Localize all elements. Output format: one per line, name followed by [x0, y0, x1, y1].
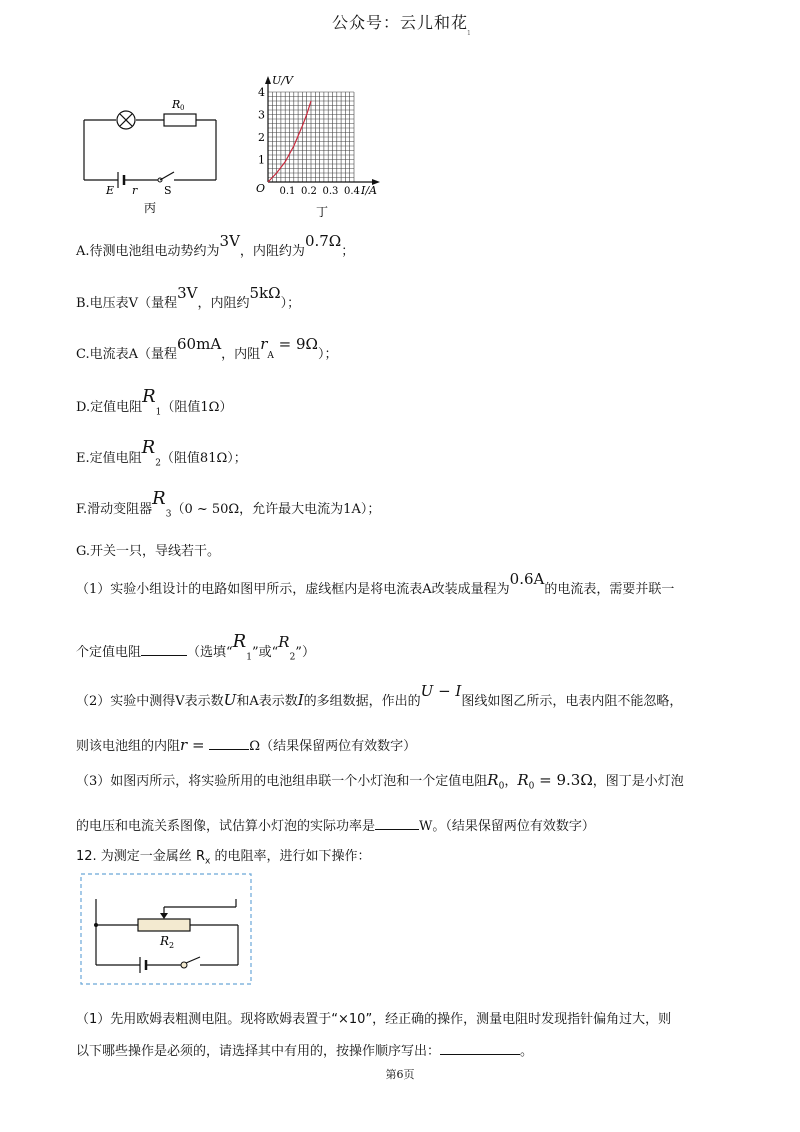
rheostat-r2 — [138, 919, 190, 931]
y-tick-label: 3 — [258, 108, 265, 122]
r2-sub: 2 — [169, 941, 175, 950]
r2-label: R — [160, 934, 170, 948]
item-c-range: 60mA — [177, 335, 222, 353]
item-e-r-sub: 2 — [155, 458, 161, 469]
battery-icon — [140, 957, 146, 973]
item-b — [76, 284, 301, 311]
q3-comma: ， — [504, 774, 518, 789]
q3-text-d: W。（结果保留两位有效数字） — [419, 819, 595, 834]
r0-sub: 0 — [180, 104, 185, 112]
circuit-figure-bing — [76, 90, 226, 220]
rheostat-circuit-figure — [80, 873, 252, 985]
q1-r2-sub: 2 — [289, 652, 296, 663]
r-label: r — [132, 184, 138, 197]
q2-eq: = — [187, 736, 210, 754]
q2-ui: U − I — [420, 682, 462, 700]
q2-text-d: 图线如图乙所示，电表内阻不能忽略， — [461, 694, 683, 709]
x-tick-label: 0.1 — [279, 186, 296, 197]
q3-r0-sub: 0 — [498, 781, 505, 792]
origin-label: O — [256, 182, 266, 195]
item-c — [76, 335, 338, 365]
x-tick-label: 0.4 — [344, 186, 360, 197]
q1-text-a: （1）实验小组设计的电路如图甲所示，虚线框内是将电流表A改装成量程为 — [76, 582, 510, 597]
item-g: G.开关一只，导线若干。 — [76, 544, 221, 559]
lamp-icon — [117, 111, 135, 129]
fig-ding-label: 丁 — [316, 205, 329, 219]
q2-i: I — [297, 691, 304, 709]
x-axis-label: I/A — [361, 184, 377, 197]
item-e — [76, 437, 247, 469]
q1-line1 — [76, 570, 675, 597]
q1-r1: R — [232, 631, 247, 652]
item-d-r: R — [142, 386, 156, 407]
q3-r0: R — [487, 771, 499, 789]
item-b-text: B.电压表V（量程 — [76, 296, 178, 311]
fig-bing-label: 丙 — [144, 201, 157, 215]
item-e-end: （阻值81Ω）； — [160, 451, 247, 466]
q3-text-a: （3）如图丙所示，将实验所用的电池组串联一个小灯泡和一个定值电阻 — [76, 774, 488, 789]
battery-icon — [118, 172, 124, 188]
item-d — [76, 386, 233, 418]
q3-r0b: R — [517, 771, 529, 789]
item-c-ra-val: = 9Ω — [273, 335, 318, 353]
item-a — [76, 232, 355, 259]
x-tick-label: 0.3 — [322, 186, 339, 197]
q1-text-c: 个定值电阻 — [76, 645, 142, 660]
item-f-r: R — [152, 488, 166, 509]
item-f-r-sub: 3 — [165, 509, 172, 520]
x-tick-label: 0.2 — [301, 186, 317, 197]
item-d-r-sub: 1 — [155, 407, 162, 418]
item-c-text: C.电流表A（量程 — [76, 347, 178, 362]
item-c-mid: ，内阻 — [221, 347, 261, 362]
item-d-end: （阻值1Ω） — [161, 400, 233, 415]
q3-r0-val: = 9.3Ω — [534, 771, 593, 789]
q12-sub: x — [204, 856, 211, 867]
r0-label: R — [172, 98, 181, 111]
item-a-text: A.待测电池组电动势约为 — [76, 244, 220, 259]
y-axis-label: U/V — [272, 74, 293, 87]
q2-text-b: 和A表示数 — [236, 694, 298, 709]
q3-answer-blank[interactable] — [375, 817, 419, 830]
q2-line1 — [76, 682, 683, 709]
item-c-ra: r — [260, 335, 268, 353]
question-12 — [76, 845, 370, 867]
page-header: 公众号：云儿和花 — [331, 13, 468, 32]
item-a-end: ； — [341, 244, 355, 259]
q2-answer-blank[interactable] — [209, 737, 249, 750]
q1-answer-blank[interactable] — [141, 643, 187, 656]
item-f-text: F.滑动变阻器 — [76, 502, 153, 517]
q3-text-c: 的电压和电流关系图像，试估算小灯泡的实际功率是 — [76, 819, 376, 834]
item-f-end: （0 ~ 50Ω，允许最大电流为1A）； — [171, 502, 381, 517]
q1-text-e: ”或“ — [251, 645, 279, 660]
ui-graph-ding — [250, 70, 390, 220]
item-b-r: 5kΩ — [249, 284, 281, 302]
q12-1-text: 以下哪些操作是必须的，请选择其中有用的，按操作顺序写出： — [76, 1044, 441, 1059]
q2-r: r — [180, 736, 188, 754]
q12-rest: 的电阻率，进行如下操作： — [210, 849, 371, 864]
item-c-ra-sub: A — [267, 350, 274, 361]
q3-line1 — [76, 770, 684, 792]
q1-r2: R — [278, 633, 290, 651]
q1-text-b: 的电流表，需要并联一 — [544, 582, 675, 597]
page-number: 第6页 — [385, 1068, 415, 1081]
q12-1-end: 。 — [520, 1044, 534, 1059]
q2-text-f: Ω（结果保留两位有效数字） — [249, 739, 417, 754]
q2-line2 — [76, 735, 416, 754]
q1-range: 0.6A — [509, 570, 545, 588]
switch-icon — [181, 957, 200, 968]
q3-line2 — [76, 815, 595, 834]
q1-text-f: ”） — [295, 645, 315, 660]
q12-1-answer-blank[interactable] — [440, 1042, 520, 1055]
q3-text-b: ，图丁是小灯泡 — [592, 774, 684, 789]
q1-text-d: （选填“ — [187, 645, 233, 660]
q12-text: 12. 为测定一金属丝 R — [76, 849, 205, 864]
y-tick-label: 4 — [258, 86, 265, 99]
e-label: E — [106, 184, 115, 197]
q1-r1-sub: 1 — [246, 652, 252, 663]
q2-text-a: （2）实验中测得V表示数 — [76, 694, 224, 709]
q1-line2 — [76, 631, 315, 663]
item-d-text: D.定值电阻 — [76, 400, 143, 415]
item-a-emf: 3V — [219, 232, 240, 250]
item-b-mid: ，内阻约 — [197, 296, 250, 311]
item-b-range: 3V — [177, 284, 198, 302]
q2-text-c: 的多组数据，作出的 — [303, 694, 421, 709]
item-a-r: 0.7Ω — [304, 232, 342, 250]
q12-1-line1: （1）先用欧姆表粗测电阻。现将欧姆表置于“×10”，经正确的操作，测量电阻时发现指针偏角过大，则 — [76, 1012, 672, 1027]
item-e-r: R — [141, 437, 156, 458]
item-e-text: E.定值电阻 — [76, 451, 142, 466]
item-a-mid: ，内阻约为 — [239, 244, 305, 259]
q3-r0b-sub: 0 — [528, 781, 535, 792]
slider-arrow-icon — [160, 913, 168, 919]
item-f — [76, 488, 381, 520]
y-tick-label: 1 — [258, 153, 265, 167]
y-tick-label: 2 — [258, 131, 265, 144]
item-c-end: ）； — [317, 347, 338, 362]
header-mark: 1 — [467, 30, 471, 37]
s-label: S — [164, 184, 172, 197]
q2-text-e: 则该电池组的内阻 — [76, 739, 181, 754]
resistor-r0 — [164, 114, 196, 126]
q12-1-line2 — [76, 1040, 533, 1059]
item-b-end: ）； — [280, 296, 301, 311]
switch-icon — [158, 172, 174, 182]
q2-u: U — [223, 691, 237, 709]
